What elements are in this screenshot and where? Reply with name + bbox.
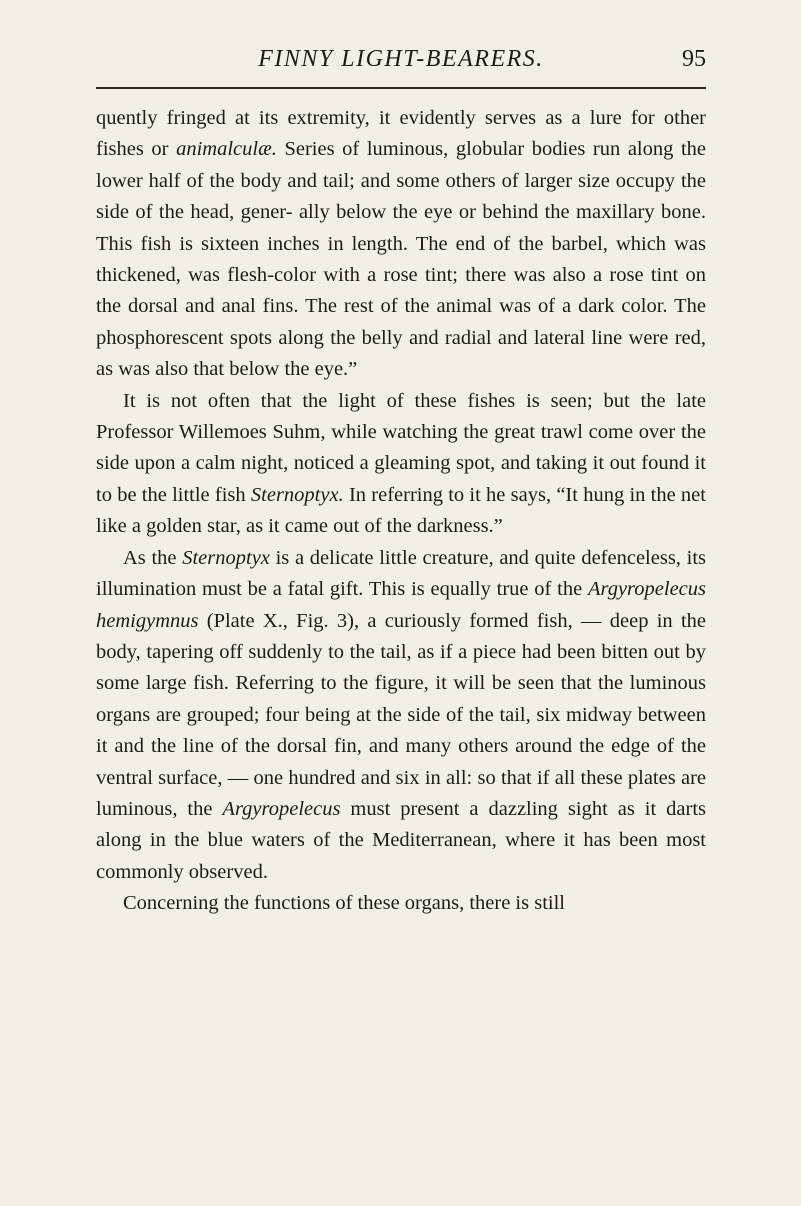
italic-text-run: animalculæ. [176,138,277,161]
text-run: must present a dazzling sight as it darts along in the blue waters of the Mediterranean, where it has been most commonly observed. [96,797,706,883]
running-title: FINNY LIGHT-BEARERS. [258,46,544,72]
header-rule [96,87,706,89]
italic-text-run: Argyropelecus [222,797,341,820]
paragraph-1 [96,103,706,386]
page-number: 95 [682,46,706,72]
text-run: Concerning the functions of these organs, there is still [123,892,565,915]
text-run: As the [123,546,183,569]
body-text [96,103,706,920]
text-run: is a delicate little creature, and quite defenceless, its illumination must be a fatal gift. This is equally true of the [96,546,706,601]
italic-text-run: Sternoptyx. [250,483,344,506]
italic-text-run: Sternoptyx [182,546,270,569]
paragraph-2 [96,386,706,543]
running-head [96,46,706,76]
italic-text-run: Argyropelecus hemigymnus [96,578,706,632]
text-run: quently fringed at its extremity, it evidently serves as a lure for other fishes or [96,107,706,161]
text-run: In referring to it he says, “It hung in the net like a golden star, as it came out of the darkness.” [96,483,706,538]
text-run: It is not often that the light of these fishes is seen; but the late Professor Willemoes Suhm, while watching the great trawl come over the side upon a calm night, noticed a gleaming spot, and taking it out found it to be the little fish [96,389,706,506]
text-run: (Plate X., Fig. 3), a curiously formed fish, — deep in the body, tapering off suddenly to the tail, as if a piece had been bitten out by some large fish. Referring to the figure, it will be seen that the luminous organs are grouped; four being at the side of the tail, six midway between it and the line of the dorsal fin, and many others around the edge of the ventral surface, — one hundred and six in all: so that if all these plates are luminous, the [96,609,706,820]
paragraph-4 [96,888,706,919]
paragraph-3 [96,543,706,888]
text-run: Series of luminous, globular bodies run along the lower half of the body and tail; and some others of larger size occupy the side of the head, gener- ally below the eye or behind the maxillary bone. This fish is sixteen inches in length. The end of the barbel, which was thickened, was flesh-color with a rose tint; there was also a rose tint on the dorsal and anal fins. The rest of the animal was of a dark color. The phosphorescent spots along the belly and radial and lateral line were red, as was also that below the eye.” [96,138,706,381]
